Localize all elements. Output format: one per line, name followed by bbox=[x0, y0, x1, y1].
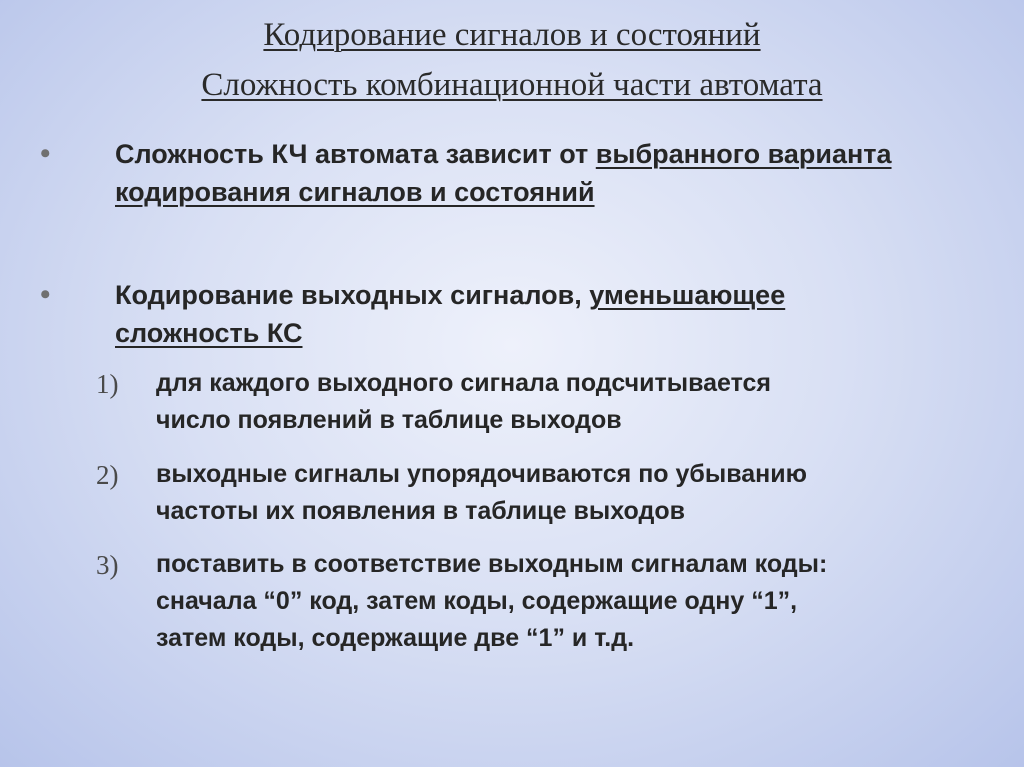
numbered-line: затем коды, содержащие две “1” и т.д. bbox=[156, 624, 635, 652]
bullet-text-plain: Кодирование выходных сигналов, bbox=[115, 280, 590, 310]
bullet-text-plain: Сложность КЧ автомата зависит от bbox=[115, 139, 596, 169]
bullet-text-underlined: выбранного варианта кодирования сигналов и состояний bbox=[115, 139, 892, 207]
bullet-text bbox=[115, 135, 915, 211]
title-line-2: Сложность комбинационной части автомата bbox=[201, 67, 823, 103]
numbered-line: поставить в соответствие выходным сигналам коды: bbox=[156, 550, 828, 578]
bullet-marker: • bbox=[40, 278, 51, 311]
numbered-text bbox=[156, 546, 996, 657]
numbered-text bbox=[156, 365, 996, 439]
numbered-text bbox=[156, 456, 996, 530]
numbered-label: 1) bbox=[96, 369, 119, 399]
numbered-line: частоты их появления в таблице выходов bbox=[156, 497, 685, 525]
bullet-text-underlined: уменьшающее сложность КС bbox=[115, 280, 786, 348]
bullet-text bbox=[115, 276, 915, 352]
numbered-line: сначала “0” код, затем коды, содержащие одну “1”, bbox=[156, 587, 798, 615]
numbered-label: 2) bbox=[96, 460, 119, 490]
slide-title bbox=[0, 10, 1024, 110]
numbered-label: 3) bbox=[96, 550, 119, 580]
numbered-line: для каждого выходного сигнала подсчитывается bbox=[156, 369, 772, 397]
title-line-1: Кодирование сигналов и состояний bbox=[263, 17, 761, 53]
bullet-marker: • bbox=[40, 137, 51, 170]
numbered-line: число появлений в таблице выходов bbox=[156, 406, 622, 434]
numbered-line: выходные сигналы упорядочиваются по убыванию bbox=[156, 460, 807, 488]
